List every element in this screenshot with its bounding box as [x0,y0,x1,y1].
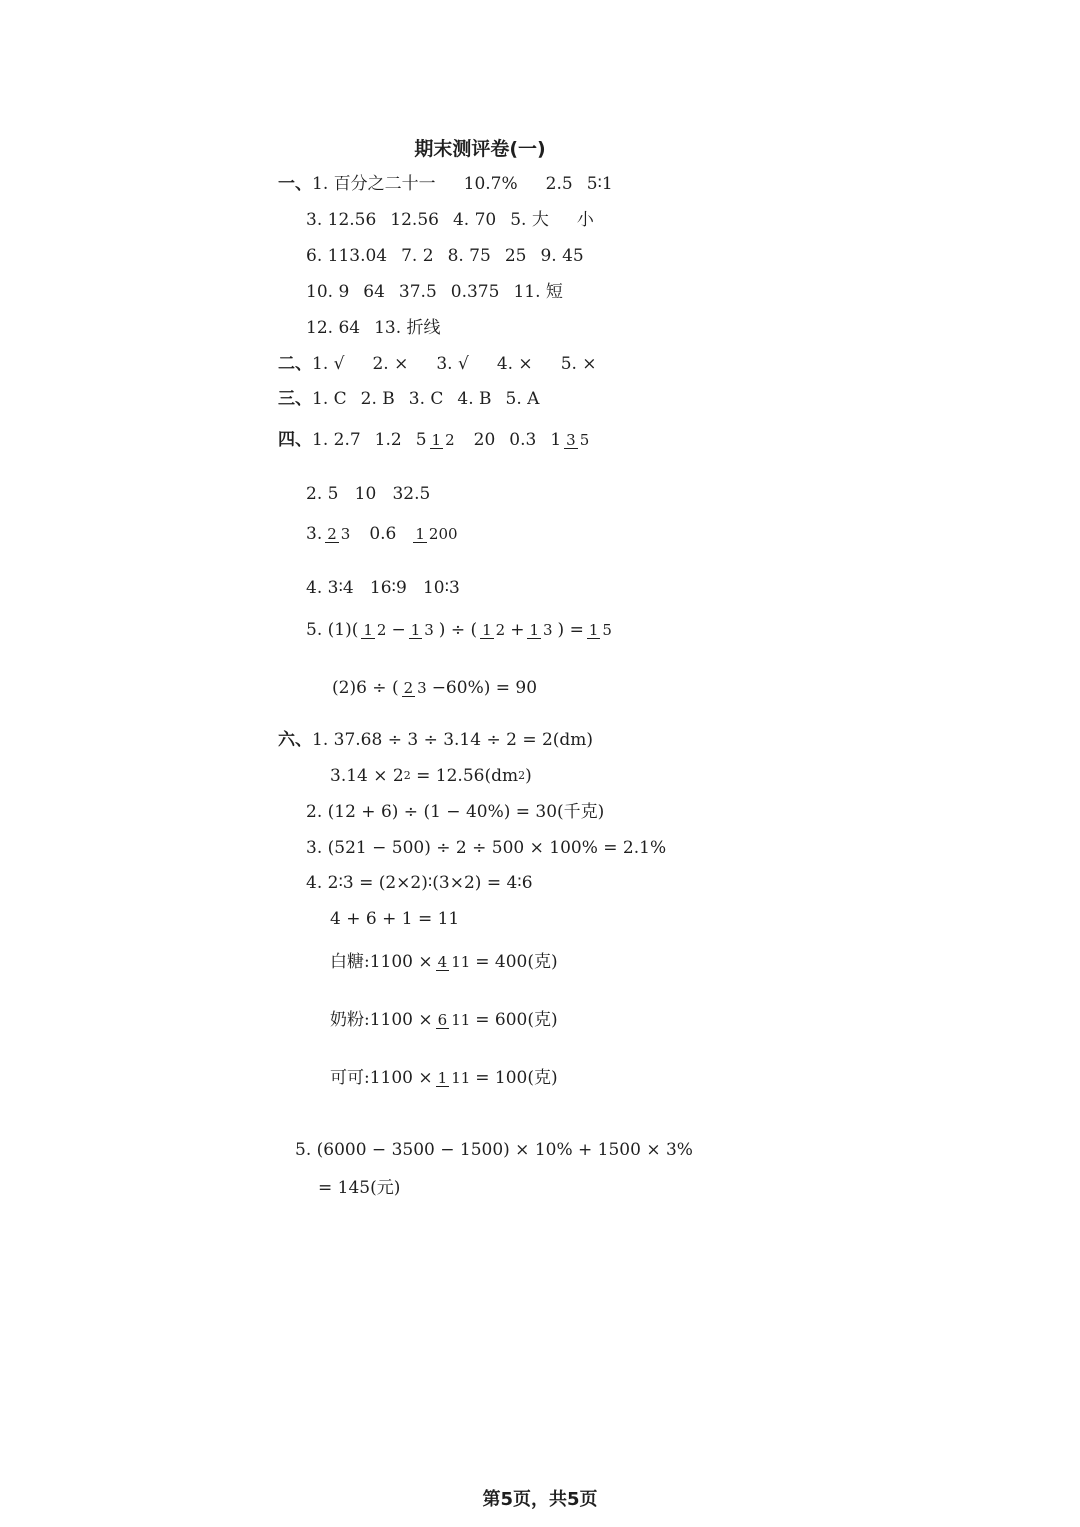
fraction: 1 3 [410,620,434,639]
answer-text: 1. √ [312,354,345,374]
section4-line6 [332,676,537,700]
section1-line1 [278,172,613,196]
answer-text: 20 [473,430,496,450]
fraction: 1 200 [415,524,458,543]
section6-line2 [330,764,532,788]
section6-line3 [306,800,604,824]
answer-text: 4. × [496,354,533,374]
section6-line4 [306,836,666,860]
section4-label: 四、 [278,430,312,450]
answer-text: 3. 12.56 [306,210,377,230]
answer-text: = 400(克) [475,952,558,972]
answer-text: 5. A [505,389,540,409]
section4-line2 [306,482,430,506]
answer-text: 2. (12 + 6) ÷ (1 − 40%) = 30(千克) [306,802,605,822]
answer-text: 3.14 × 2 [330,766,404,786]
fraction: 1 11 [437,1068,471,1087]
section6-line8 [330,1008,558,1032]
answer-text: 37.5 [398,282,437,302]
answer-text: 奶粉:1100 × [330,1010,433,1030]
answer-text: 0.3 [509,430,537,450]
answer-text: 5. × [560,354,597,374]
answer-text: 5. 大 [510,210,549,230]
section3-label: 三、 [278,389,312,409]
section1-line3 [306,244,584,268]
answer-text: 2. × [372,354,409,374]
answer-text: 1 [550,430,562,450]
fraction: 1 2 [482,620,506,639]
answer-text: 3. C [408,389,444,409]
section1-line5 [306,316,441,340]
answer-text: 2.5 [545,174,573,194]
section4-line4 [306,576,460,600]
answer-text: 4. B [457,389,492,409]
section2-line [278,352,597,376]
answer-text: 8. 75 [447,246,491,266]
answer-text: 4 + 6 + 1 = 11 [330,909,460,929]
answer-text: 小 [576,210,594,230]
answer-text: 4. 2∶3 = (2×2)∶(3×2) = 4∶6 [306,873,533,893]
answer-text: 13. 折线 [374,318,441,338]
section3-line [278,387,539,411]
section1-line4 [306,280,563,304]
answer-text: 4. 3∶4 16∶9 10∶3 [306,578,460,598]
answer-text: = 145(元) [318,1178,401,1198]
section4-line1 [278,428,594,452]
answer-text: 10.7% [463,174,518,194]
answer-text: 5 [415,430,427,450]
fraction: 2 3 [403,678,427,697]
answer-text: 10. 9 [306,282,350,302]
fraction: 1 2 [431,430,455,449]
answer-text: 2. 5 10 32.5 [306,484,431,504]
answer-text: 11. 短 [513,282,563,302]
answer-text: 4. 70 [452,210,497,230]
section1-line2 [306,208,594,232]
answer-text: = 100(克) [475,1068,558,1088]
answer-text: 0.375 [450,282,500,302]
answer-text: 9. 45 [540,246,584,266]
answer-text: 5∶1 [586,174,613,194]
answer-text: 1. C [312,389,347,409]
answer-text: 5. (1)( [306,620,359,640]
answer-text: 64 [363,282,385,302]
section6-line9 [330,1066,558,1090]
section4-line5 [306,618,617,642]
answer-text: 3. (521 − 500) ÷ 2 ÷ 500 × 100% = 2.1% [306,838,667,858]
section6-label: 六、 [278,730,312,750]
operator: ) = [557,620,584,640]
answer-text: 1.2 [374,430,402,450]
fraction: 6 11 [437,1010,471,1029]
operator: − [391,620,406,640]
superscript: 2 [518,769,526,782]
answer-text: ) [525,766,532,786]
answer-text: 6. 113.04 [306,246,388,266]
answer-text: 25 [504,246,527,266]
section4-line3 [306,522,463,546]
answer-text: 12. 64 [306,318,361,338]
answer-text: 3. √ [436,354,469,374]
answer-text: 2. B [360,389,395,409]
answer-text: 1. 百分之二十一 [312,174,436,194]
fraction: 2 3 [327,524,351,543]
section6-line10 [295,1138,693,1162]
fraction: 3 5 [566,430,590,449]
answer-text: 白糖:1100 × [330,952,433,972]
answer-text: 3. [306,524,323,544]
answer-text: (2)6 ÷ ( [332,678,399,698]
fraction: 1 2 [363,620,387,639]
answer-text: 1. 37.68 ÷ 3 ÷ 3.14 ÷ 2 = 2(dm) [312,730,594,750]
section1-label: 一、 [278,174,312,194]
answer-text: 12.56 [390,210,439,230]
answer-text: 1. 2.7 [312,430,361,450]
answer-text: 可可:1100 × [330,1068,433,1088]
page-number: 第5页，共5页 [482,1489,598,1510]
answer-text: −60%) = 90 [431,678,538,698]
answer-text: 7. 2 [401,246,434,266]
operator: + [510,620,525,640]
answer-text: 0.6 [369,524,397,544]
section6-line1 [278,728,593,752]
answer-text: 5. (6000 − 3500 − 1500) × 10% + 1500 × 3% [295,1140,693,1160]
section6-line11 [318,1176,400,1200]
operator: ) ÷ ( [438,620,478,640]
answer-text: = 12.56(dm [410,766,519,786]
section6-line7 [330,950,558,974]
superscript: 2 [403,769,411,782]
page-title: 期末测评卷(一) [414,138,546,160]
answer-text: = 600(克) [475,1010,558,1030]
fraction: 1 3 [529,620,553,639]
fraction: 4 11 [437,952,471,971]
section2-label: 二、 [278,354,312,374]
section6-line6 [330,907,459,931]
section6-line5 [306,871,533,895]
fraction: 1 5 [588,620,612,639]
